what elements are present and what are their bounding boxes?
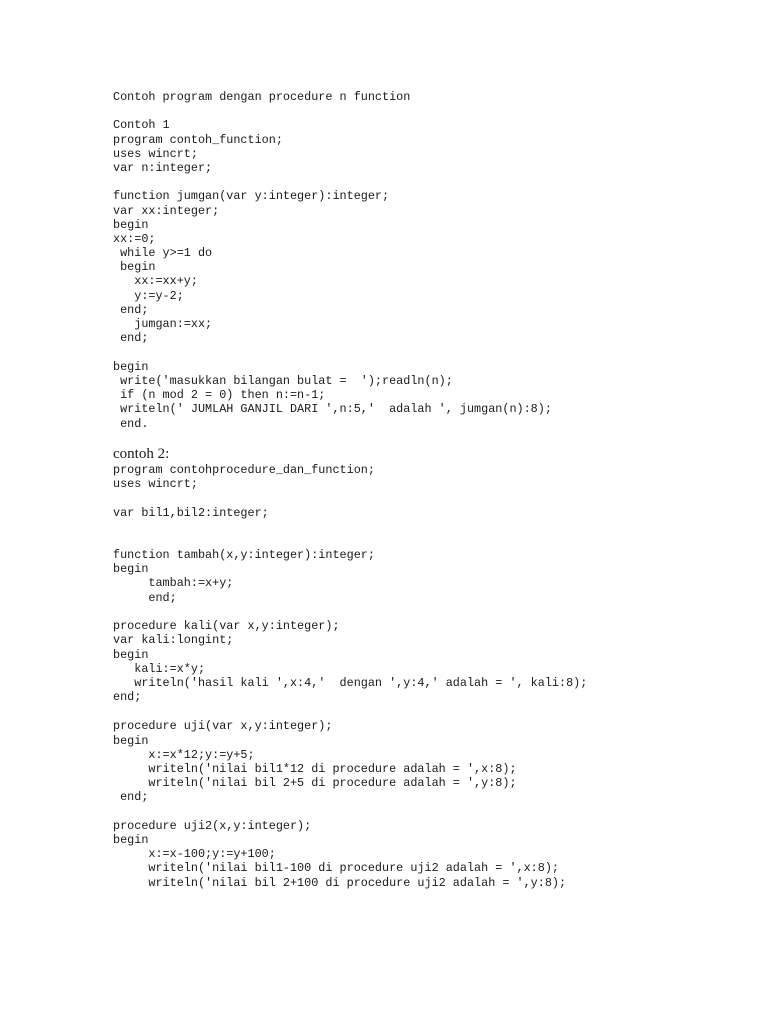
code-line: end; bbox=[113, 331, 149, 345]
code-line: writeln('nilai bil1-100 di procedure uji2 adalah = ',x:8); bbox=[113, 861, 559, 875]
code-line: writeln('hasil kali ',x:4,' dengan ',y:4,' adalah = ', kali:8); bbox=[113, 676, 588, 690]
code-line: procedure uji(var x,y:integer); bbox=[113, 719, 333, 733]
code-line: end. bbox=[113, 417, 149, 431]
code-line: uses wincrt; bbox=[113, 477, 198, 491]
code-line: function tambah(x,y:integer):integer; bbox=[113, 548, 375, 562]
code-line: begin bbox=[113, 648, 149, 662]
code-line: var n:integer; bbox=[113, 161, 213, 175]
example1-heading: Contoh 1 bbox=[113, 118, 170, 132]
code-line: xx:=xx+y; bbox=[113, 274, 198, 288]
code-line: var kali:longint; bbox=[113, 633, 234, 647]
code-line: writeln('nilai bil1*12 di procedure adalah = ',x:8); bbox=[113, 762, 517, 776]
code-line: program contohprocedure_dan_function; bbox=[113, 463, 375, 477]
example2-heading: contoh 2: bbox=[113, 446, 170, 462]
code-line: uses wincrt; bbox=[113, 147, 198, 161]
code-line: begin bbox=[113, 562, 149, 576]
code-line: writeln(' JUMLAH GANJIL DARI ',n:5,' adalah ', jumgan(n):8); bbox=[113, 402, 552, 416]
code-line: end; bbox=[113, 303, 149, 317]
code-line: begin bbox=[113, 734, 149, 748]
code-line: var bil1,bil2:integer; bbox=[113, 506, 269, 520]
code-line: xx:=0; bbox=[113, 232, 156, 246]
code-line: var xx:integer; bbox=[113, 204, 220, 218]
code-line: procedure kali(var x,y:integer); bbox=[113, 619, 340, 633]
code-line: kali:=x*y; bbox=[113, 662, 206, 676]
code-line: while y>=1 do bbox=[113, 246, 213, 260]
code-line: begin bbox=[113, 833, 149, 847]
code-line: writeln('nilai bil 2+5 di procedure adalah = ',y:8); bbox=[113, 776, 517, 790]
code-line: end; bbox=[113, 591, 177, 605]
code-line: tambah:=x+y; bbox=[113, 576, 234, 590]
code-line: begin bbox=[113, 260, 156, 274]
code-line: program contoh_function; bbox=[113, 133, 283, 147]
code-line: x:=x*12;y:=y+5; bbox=[113, 748, 255, 762]
code-line: writeln('nilai bil 2+100 di procedure uji2 adalah = ',y:8); bbox=[113, 876, 567, 890]
code-line: end; bbox=[113, 790, 149, 804]
code-line: write('masukkan bilangan bulat = ');readln(n); bbox=[113, 374, 453, 388]
code-line: if (n mod 2 = 0) then n:=n-1; bbox=[113, 388, 326, 402]
code-line: begin bbox=[113, 360, 149, 374]
code-line: procedure uji2(x,y:integer); bbox=[113, 819, 312, 833]
code-line: function jumgan(var y:integer):integer; bbox=[113, 189, 390, 203]
code-line: end; bbox=[113, 690, 142, 704]
code-line: begin bbox=[113, 218, 149, 232]
code-line: jumgan:=xx; bbox=[113, 317, 213, 331]
code-line: y:=y-2; bbox=[113, 289, 184, 303]
document-title: Contoh program dengan procedure n function bbox=[113, 90, 411, 104]
code-line: x:=x-100;y:=y+100; bbox=[113, 847, 276, 861]
